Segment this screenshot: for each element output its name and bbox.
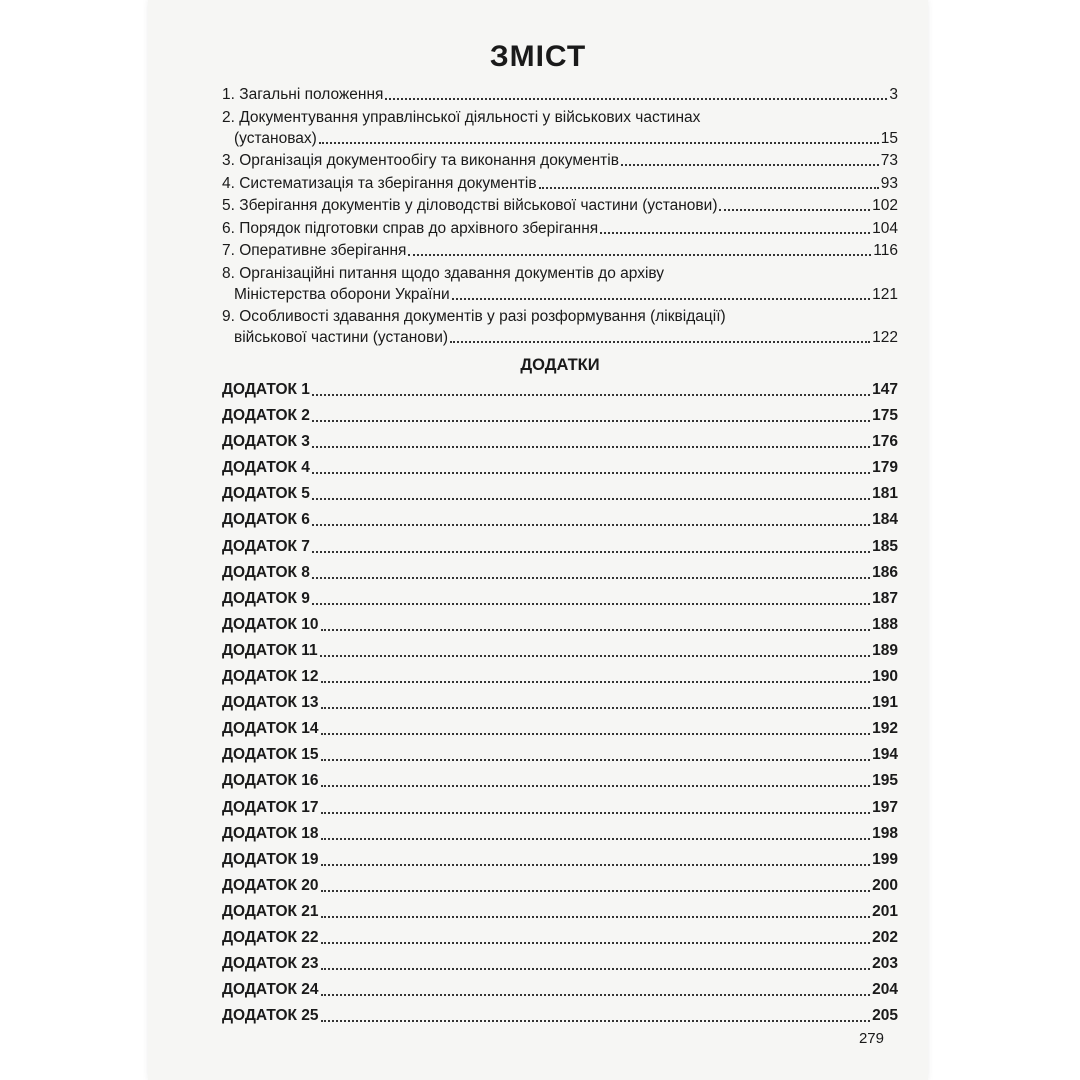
appendix-page-number: 194 [872, 746, 898, 764]
dot-leader [452, 298, 870, 300]
dot-leader [321, 942, 871, 944]
appendix-page-number: 189 [872, 641, 898, 659]
appendix-entry[interactable] [222, 901, 898, 923]
dot-leader [319, 142, 879, 144]
dot-leader [312, 577, 870, 579]
page-title: ЗМІСТ [489, 40, 587, 73]
toc-entry-text: 7. Оперативне зберігання [222, 242, 407, 259]
dot-leader [321, 681, 871, 683]
appendix-entry-row [222, 588, 898, 610]
appendix-label: ДОДАТОК 5 [222, 485, 310, 503]
toc-entry-row [222, 195, 898, 216]
dot-leader [312, 498, 870, 500]
appendix-label: ДОДАТОК 23 [222, 955, 319, 973]
toc-page-number: 93 [880, 174, 898, 192]
appendix-entry-row [222, 797, 898, 819]
appendix-page-number: 184 [872, 511, 898, 529]
appendix-entry[interactable] [222, 718, 898, 740]
dot-leader [321, 968, 871, 970]
toc-entry[interactable] [222, 150, 898, 171]
toc-entry-text: військової частини (установи) [234, 329, 449, 346]
appendix-page-number: 185 [872, 537, 898, 555]
toc-entry-text: (установах) [234, 129, 317, 147]
appendix-entry[interactable] [222, 797, 898, 819]
appendix-entry-row [222, 457, 898, 479]
dot-leader [312, 524, 870, 526]
toc-entry[interactable] [222, 306, 898, 348]
appendix-page-number: 197 [872, 798, 898, 816]
appendix-page-number: 181 [872, 485, 898, 503]
dot-leader [321, 890, 871, 892]
toc-entry-row [222, 284, 898, 305]
dot-leader [312, 394, 870, 396]
appendix-entry[interactable] [222, 666, 898, 688]
appendix-label: ДОДАТОК 7 [222, 537, 310, 555]
appendix-entry[interactable] [222, 953, 898, 975]
appendix-entry[interactable] [222, 614, 898, 636]
toc-page-number: 73 [880, 152, 898, 169]
dot-leader [321, 733, 871, 735]
appendix-entry-row [222, 666, 898, 688]
appendix-entry[interactable] [222, 770, 898, 792]
appendix-label: ДОДАТОК 15 [222, 746, 319, 764]
toc-entry-row [222, 150, 898, 171]
toc-entry-text: 2. Документування управлінської діяльності у військових частинах [222, 108, 701, 126]
toc-entry[interactable] [222, 107, 898, 149]
appendix-page-number: 201 [872, 902, 898, 920]
toc-page-number: 102 [872, 197, 898, 214]
appendix-label: ДОДАТОК 6 [222, 511, 310, 529]
toc-entry[interactable] [222, 173, 898, 194]
appendix-entry[interactable] [222, 379, 898, 401]
appendix-label: ДОДАТОК 9 [222, 589, 310, 607]
toc-entry-row [222, 84, 898, 105]
appendix-entry-row [222, 744, 898, 766]
appendix-entry-row [222, 614, 898, 636]
appendix-entry[interactable] [222, 640, 898, 662]
toc-page-number: 3 [889, 86, 898, 103]
toc-page-number: 121 [872, 285, 898, 303]
table-of-contents [222, 84, 898, 1031]
appendix-page-number: 200 [872, 876, 898, 894]
appendix-label: ДОДАТОК 11 [222, 641, 318, 659]
appendix-label: ДОДАТОК 22 [222, 928, 319, 946]
dot-leader [321, 785, 871, 787]
dot-leader [321, 916, 871, 918]
appendix-page-number: 204 [872, 981, 898, 999]
appendix-label: ДОДАТОК 21 [222, 902, 319, 920]
appendix-entry-row [222, 562, 898, 584]
toc-entry-row [222, 218, 898, 239]
toc-entry[interactable] [222, 195, 898, 216]
appendix-entry[interactable] [222, 849, 898, 871]
appendix-entry-row [222, 509, 898, 531]
appendix-list [222, 379, 898, 1027]
appendix-entry-row [222, 692, 898, 714]
appendix-entry-row [222, 770, 898, 792]
toc-entry-row [222, 240, 898, 261]
document-page [148, 0, 928, 1080]
toc-entry-text: 8. Організаційні питання щодо здавання документів до архіву [222, 264, 665, 282]
dot-leader [321, 812, 871, 814]
appendix-page-number: 175 [872, 407, 898, 425]
dot-leader [321, 629, 871, 631]
appendix-entry-row [222, 536, 898, 558]
toc-entry-text: 9. Особливості здавання документів у разі розформування (ліквідації) [222, 308, 726, 325]
appendix-page-number: 195 [872, 772, 898, 790]
dot-leader [450, 341, 870, 343]
appendix-entry[interactable] [222, 536, 898, 558]
appendix-label: ДОДАТОК 2 [222, 407, 310, 425]
appendix-page-number: 199 [872, 850, 898, 868]
appendix-label: ДОДАТОК 25 [222, 1007, 319, 1025]
appendix-label: ДОДАТОК 18 [222, 824, 319, 842]
toc-entry-row [222, 327, 898, 348]
appendix-label: ДОДАТОК 4 [222, 459, 310, 477]
dot-leader [719, 209, 870, 211]
toc-page-number: 122 [872, 329, 898, 346]
appendix-entry-row [222, 875, 898, 897]
appendix-page-number: 198 [872, 824, 898, 842]
appendix-page-number: 192 [872, 720, 898, 738]
appendix-entry[interactable] [222, 405, 898, 427]
appendix-label: ДОДАТОК 8 [222, 563, 310, 581]
dot-leader [321, 838, 871, 840]
dot-leader [312, 472, 870, 474]
appendix-page-number: 202 [872, 928, 898, 946]
appendix-label: ДОДАТОК 10 [222, 615, 319, 633]
section-list [222, 84, 898, 348]
appendix-entry[interactable] [222, 588, 898, 610]
appendix-entry[interactable] [222, 1005, 898, 1027]
appendix-page-number: 190 [872, 668, 898, 686]
toc-page-number: 104 [872, 219, 898, 237]
toc-page-number: 116 [873, 242, 898, 259]
dot-leader [600, 232, 870, 234]
appendix-entry[interactable] [222, 927, 898, 949]
appendix-label: ДОДАТОК 17 [222, 798, 319, 816]
toc-entry[interactable] [222, 263, 898, 305]
appendix-entry[interactable] [222, 692, 898, 714]
appendix-entry[interactable] [222, 431, 898, 453]
toc-entry-row [222, 128, 898, 149]
appendix-entry[interactable] [222, 562, 898, 584]
appendix-page-number: 147 [872, 381, 898, 398]
dot-leader [321, 864, 871, 866]
appendix-entry[interactable] [222, 483, 898, 505]
dot-leader [312, 603, 870, 605]
appendices-heading: ДОДАТКИ [520, 356, 600, 374]
dot-leader [321, 759, 871, 761]
appendix-page-number: 187 [872, 589, 898, 607]
toc-entry-text: 3. Організація документообігу та виконання документів [222, 152, 619, 169]
toc-entry-text: 6. Порядок підготовки справ до архівного зберігання [222, 219, 599, 237]
dot-leader [312, 420, 870, 422]
appendix-page-number: 176 [872, 433, 898, 451]
appendix-page-number: 179 [872, 459, 898, 477]
appendix-entry[interactable] [222, 823, 898, 845]
appendix-entry[interactable] [222, 509, 898, 531]
toc-entry[interactable] [222, 218, 898, 239]
appendix-entry[interactable] [222, 979, 898, 1001]
page-number: 279 [858, 1030, 884, 1047]
dot-leader [408, 254, 871, 256]
appendix-entry-row [222, 483, 898, 505]
appendix-page-number: 205 [872, 1007, 898, 1025]
dot-leader [621, 164, 879, 166]
toc-entry-text: 1. Загальні положення [222, 86, 384, 103]
toc-entry-text: Міністерства оборони України [234, 285, 450, 303]
appendix-entry-row [222, 901, 898, 923]
toc-entry-text: 5. Зберігання документів у діловодстві військової частини (установи) [222, 197, 718, 214]
appendix-label: ДОДАТОК 3 [222, 433, 310, 451]
toc-entry-row [222, 173, 898, 194]
dot-leader [321, 994, 871, 996]
appendix-entry-row [222, 927, 898, 949]
appendix-entry-row [222, 718, 898, 740]
appendix-entry-row [222, 849, 898, 871]
appendix-entry-row [222, 640, 898, 662]
appendix-entry[interactable] [222, 457, 898, 479]
appendix-entry-row [222, 431, 898, 453]
appendix-label: ДОДАТОК 19 [222, 850, 319, 868]
appendix-entry[interactable] [222, 875, 898, 897]
appendix-entry-row [222, 379, 898, 401]
appendix-entry-row [222, 1005, 898, 1027]
appendix-label: ДОДАТОК 24 [222, 981, 319, 999]
dot-leader [539, 187, 879, 189]
toc-page-number: 15 [880, 129, 898, 147]
dot-leader [320, 655, 870, 657]
appendix-page-number: 203 [872, 955, 898, 973]
dot-leader [312, 446, 870, 448]
appendix-entry-row [222, 405, 898, 427]
appendix-page-number: 188 [872, 615, 898, 633]
appendix-entry-row [222, 953, 898, 975]
appendix-label: ДОДАТОК 12 [222, 668, 319, 686]
toc-entry[interactable] [222, 84, 898, 105]
appendix-page-number: 191 [872, 694, 898, 712]
appendix-label: ДОДАТОК 1 [222, 381, 310, 398]
appendix-entry-row [222, 979, 898, 1001]
appendix-entry[interactable] [222, 744, 898, 766]
dot-leader [312, 551, 870, 553]
dot-leader [321, 707, 871, 709]
dot-leader [385, 98, 887, 100]
appendix-page-number: 186 [872, 563, 898, 581]
appendix-label: ДОДАТОК 14 [222, 720, 319, 738]
appendix-label: ДОДАТОК 16 [222, 772, 319, 790]
toc-entry[interactable] [222, 240, 898, 261]
appendix-entry-row [222, 823, 898, 845]
dot-leader [321, 1020, 871, 1022]
appendix-label: ДОДАТОК 20 [222, 876, 319, 894]
toc-entry-text: 4. Систематизація та зберігання документів [222, 174, 537, 192]
appendix-label: ДОДАТОК 13 [222, 694, 319, 712]
